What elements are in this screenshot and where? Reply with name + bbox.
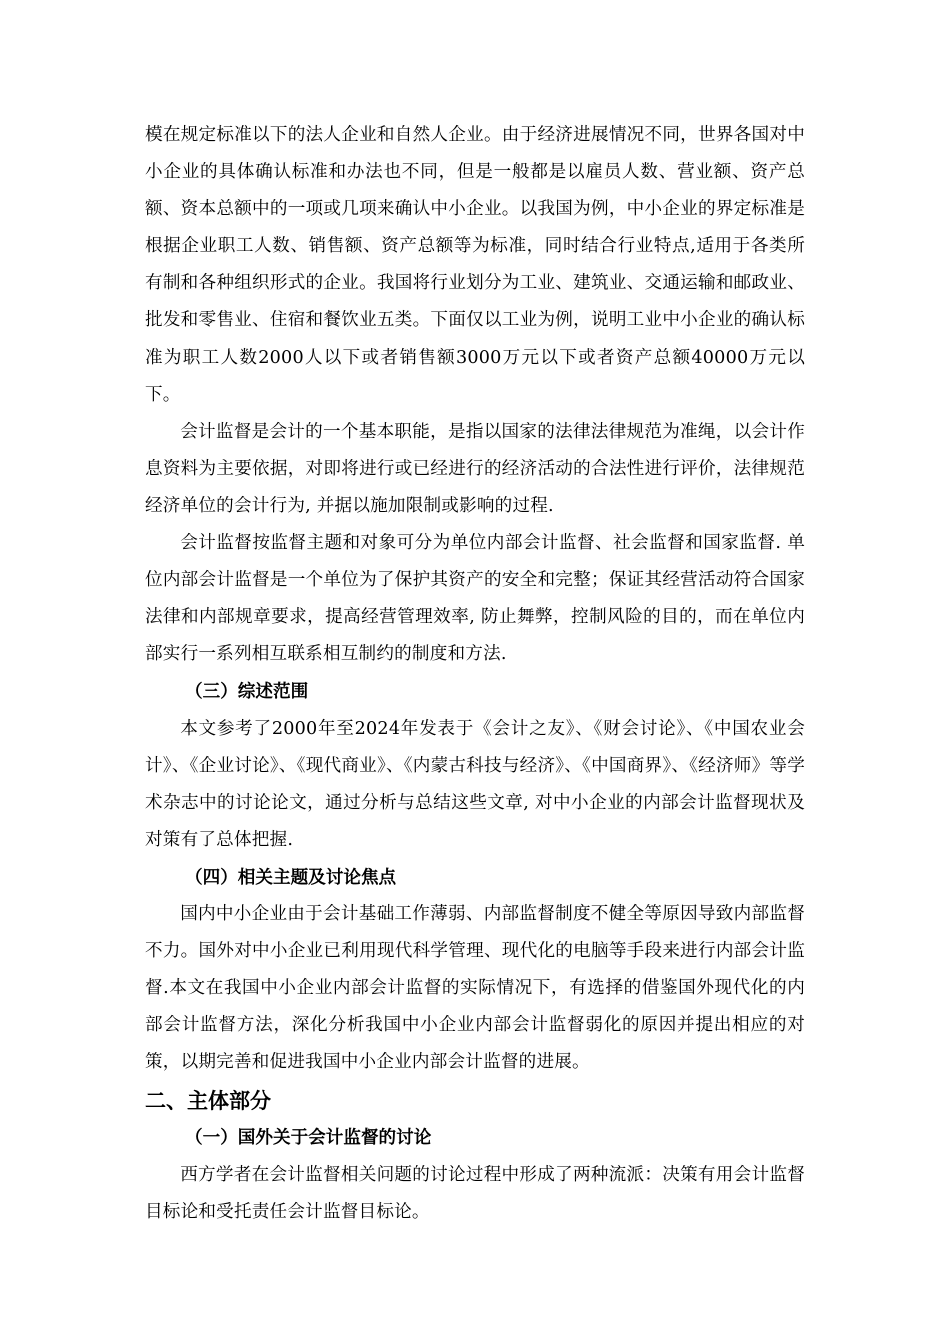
paragraph-supervision-categories: 会计监督按监督主题和对象可分为单位内部会计监督、社会监督和国家监督. 单位内部会计监督是一个单位为了保护其资产的安全和完整；保证其经营活动符合国家法律和内部规章要求，提高经营管理效率, 防止舞弊，控制风险的目的，而在单位内部实行一系列相互联系相互制约的制度和方法. bbox=[145, 533, 805, 665]
paragraph-related-topics: 国内中小企业由于会计基础工作薄弱、内部监督制度不健全等原因导致内部监督不力。国外对中小企业已利用现代科学管理、现代化的电脑等手段来进行内部会计监督.本文在我国中小企业内部会计监督的实际情况下，有选择的借鉴国外现代化的内部会计监督方法，深化分析我国中小企业内部会计监督弱化的原因并提出相应的对策，以期完善和促进我国中小企业内部会计监督的进展。 bbox=[145, 903, 805, 1073]
subheading-foreign-research: （一）国外关于会计监督的讨论 bbox=[185, 1127, 432, 1149]
subheading-related-topics: （四）相关主题及讨论焦点 bbox=[185, 866, 397, 888]
document-page bbox=[145, 117, 805, 1231]
section-heading-main-body: 二、主体部分 bbox=[145, 1088, 271, 1114]
paragraph-sme-definition: 模在规定标准以下的法人企业和自然人企业。由于经济进展情况不同，世界各国对中小企业的具体确认标准和办法也不同，但是一般都是以雇员人数、营业额、资产总额、资本总额中的一项或几项来确认中小企业。以我国为例，中小企业的界定标准是根据企业职工人数、销售额、资产总额等为标准，同时结合行业特点,适用于各类所有制和各种组织形式的企业。我国将行业划分为工业、建筑业、交通运输和邮政业、批发和零售业、住宿和餐饮业五类。下面仅以工业为例，说明工业中小企业的确认标准为职工人数2000人以下或者销售额3000万元以下或者资产总额40000万元以下。 bbox=[145, 125, 805, 405]
paragraph-accounting-supervision-definition: 会计监督是会计的一个基本职能，是指以国家的法律法律规范为准绳，以会计作息资料为主要依据，对即将进行或已经进行的经济活动的合法性进行评价，法律规范经济单位的会计行为, 并据以施加限制或影响的过程. bbox=[145, 421, 805, 516]
paragraph-review-scope: 本文参考了2000年至2024年发表于《会计之友》、《财会讨论》、《中国农业会计》、《企业讨论》、《现代商业》、《内蒙古科技与经济》、《中国商界》、《经济师》等学术杂志中的讨论论文，通过分析与总结这些文章, 对中小企业的内部会计监督现状及对策有了总体把握. bbox=[145, 718, 805, 850]
paragraph-foreign-research: 西方学者在会计监督相关问题的讨论过程中形成了两种流派：决策有用会计监督目标论和受托责任会计监督目标论。 bbox=[145, 1164, 805, 1222]
subheading-review-scope: （三）综述范围 bbox=[185, 681, 309, 703]
